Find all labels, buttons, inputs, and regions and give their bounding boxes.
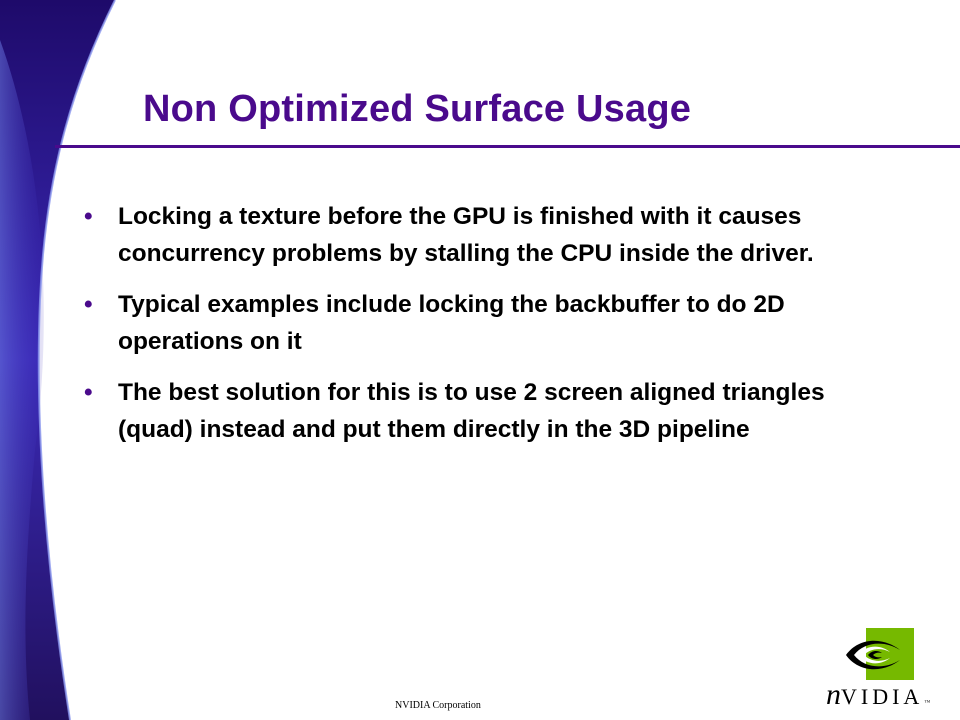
bullet-text: Locking a texture before the GPU is finished with it causes concurrency problems by stalling the CPU inside the driver. xyxy=(118,203,814,267)
bullet-dot: • xyxy=(84,291,93,318)
nvidia-eye-icon xyxy=(844,628,914,680)
bullet-dot: • xyxy=(84,379,93,406)
bullet-item-2 xyxy=(84,286,884,360)
bullet-text: The best solution for this is to use 2 screen aligned triangles (quad) instead and put them directly in the 3D pipeline xyxy=(118,379,825,443)
slide-title: Non Optimized Surface Usage xyxy=(143,88,692,130)
title-underline xyxy=(55,145,960,148)
nvidia-logo-wordmark xyxy=(826,680,930,710)
bullet-text: Typical examples include locking the backbuffer to do 2D operations on it xyxy=(118,291,785,355)
bullet-list xyxy=(84,198,884,462)
footer-company: NVIDIA Corporation xyxy=(395,700,481,711)
bullet-item-3 xyxy=(84,374,884,448)
logo-n-letter: n xyxy=(826,678,841,711)
bullet-dot: • xyxy=(84,203,93,230)
bullet-item-1 xyxy=(84,198,884,272)
logo-trademark: ™ xyxy=(924,700,931,706)
logo-word: VIDIA xyxy=(841,684,924,709)
